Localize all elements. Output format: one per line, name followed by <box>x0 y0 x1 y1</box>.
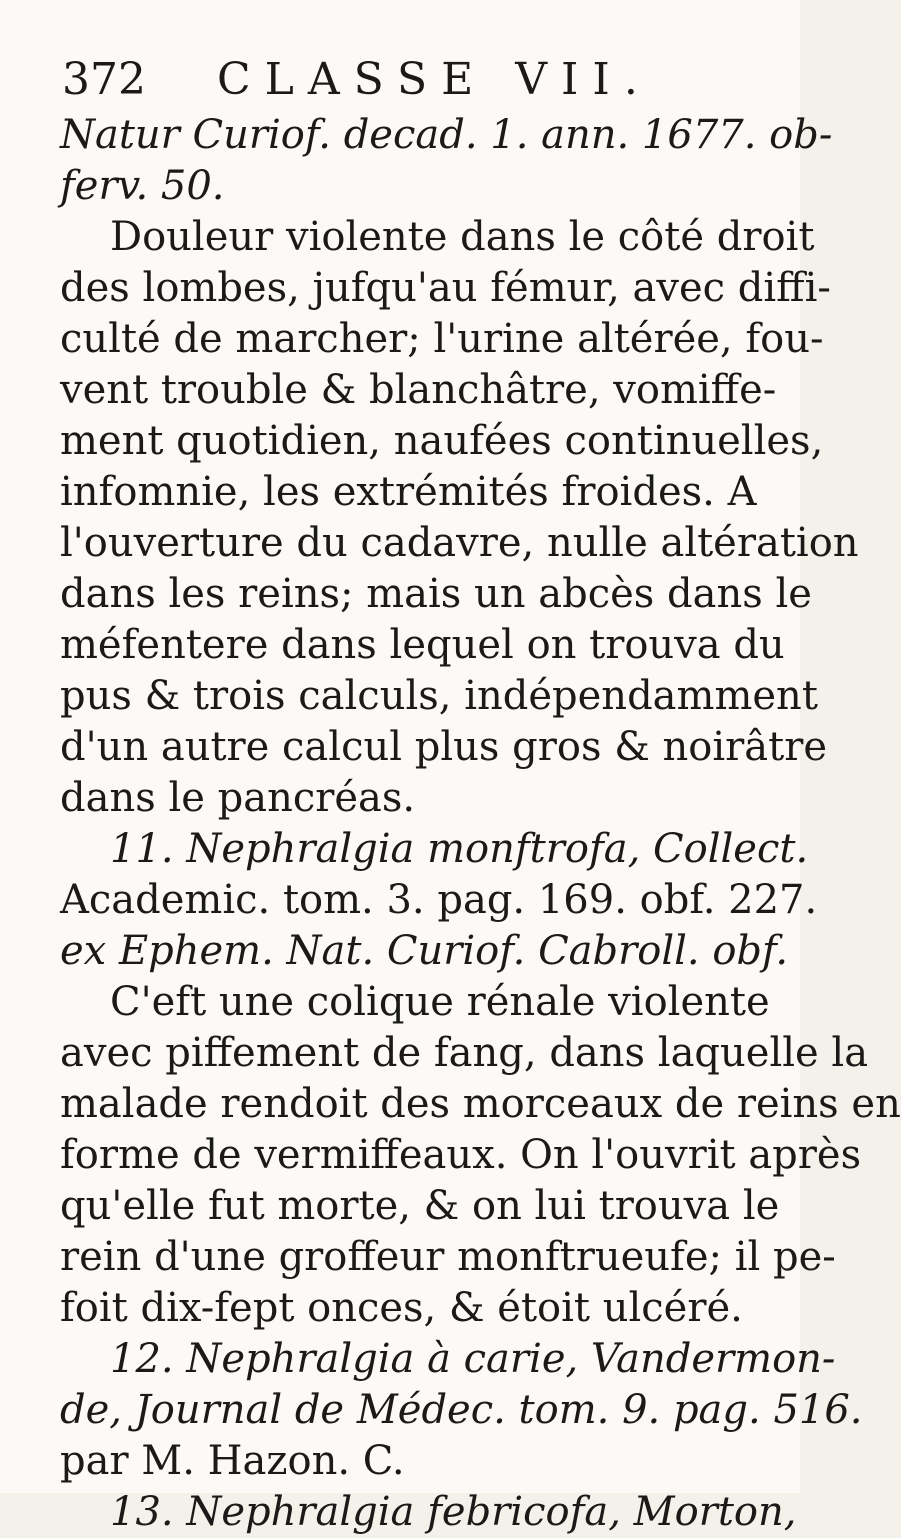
text-line: rein d'une groffeur monftrueufe; il pe- <box>60 1234 836 1280</box>
running-title: CLASSE VII. <box>217 54 652 105</box>
text-line: qu'elle fut morte, & on lui trouva le <box>60 1183 780 1229</box>
text-line: ex Ephem. Nat. Curiof. Cabroll. obf. <box>60 928 789 974</box>
text-line: dans le pancréas. <box>60 775 416 821</box>
text-line: par M. Hazon. C. <box>60 1438 405 1484</box>
page-number: 372 <box>62 54 146 105</box>
text-line: Natur Curiof. decad. 1. ann. 1677. ob- <box>60 112 833 158</box>
text-line: C'eft une colique rénale violente <box>110 979 770 1025</box>
text-line: l'ouverture du cadavre, nulle altération <box>60 520 859 566</box>
text-line: des lombes, jufqu'au fémur, avec diffi- <box>60 265 831 311</box>
text-line: Academic. tom. 3. pag. 169. obf. 227. <box>60 877 818 923</box>
body-text <box>60 110 901 1538</box>
text-line: ferv. 50. <box>60 163 225 209</box>
text-line: 12. Nephralgia à carie, Vandermon- <box>110 1336 836 1382</box>
text-line: pus & trois calculs, indépendamment <box>60 673 818 719</box>
text-line: avec piffement de fang, dans laquelle la <box>60 1030 869 1076</box>
text-line: culté de marcher; l'urine altérée, fou- <box>60 316 824 362</box>
text-line: 13. Nephralgia febricofa, Morton, <box>110 1489 797 1535</box>
text-line: Douleur violente dans le côté droit <box>110 214 815 260</box>
text-line: infomnie, les extrémités froides. A <box>60 469 757 515</box>
text-line: d'un autre calcul plus gros & noirâtre <box>60 724 827 770</box>
text-line: dans les reins; mais un abcès dans le <box>60 571 812 617</box>
text-line: ment quotidien, naufées continuelles, <box>60 418 824 464</box>
text-line: forme de vermiffeaux. On l'ouvrit après <box>60 1132 862 1178</box>
text-line: malade rendoit des morceaux de reins en <box>60 1081 901 1127</box>
text-line: de, Journal de Médec. tom. 9. pag. 516. <box>60 1387 863 1433</box>
page-header <box>62 52 782 108</box>
text-line: vent trouble & blanchâtre, vomiffe- <box>60 367 777 413</box>
text-line: méfentere dans lequel on trouva du <box>60 622 785 668</box>
text-line: foit dix-fept onces, & étoit ulcéré. <box>60 1285 743 1331</box>
text-line: 11. Nephralgia monftrofa, Collect. <box>110 826 809 872</box>
